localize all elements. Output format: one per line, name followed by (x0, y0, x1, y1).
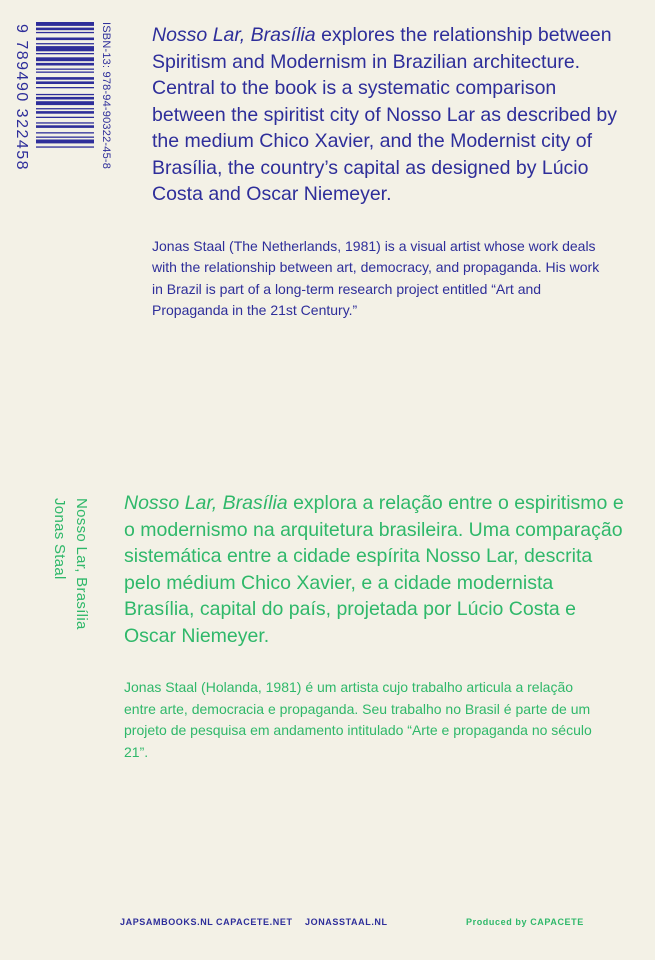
barcode-bar (36, 77, 94, 80)
barcode-bar (36, 101, 94, 105)
barcode-bar (36, 46, 94, 51)
barcode-bar (36, 28, 94, 31)
footer-credit: Produced by CAPACETE (466, 917, 584, 927)
barcode-bar (36, 122, 94, 123)
barcode-bar (36, 53, 94, 54)
isbn-label: ISBN-13: 978-94-90322-45-8 (100, 22, 112, 170)
english-book-title: Nosso Lar, Brasília (152, 24, 316, 46)
footer-link-capacete[interactable]: CAPACETE.NET (216, 917, 293, 927)
barcode-bar (36, 146, 94, 147)
barcode-bar (36, 43, 94, 44)
spine-title: Nosso Lar, Brasília (73, 498, 90, 630)
barcode-bar (36, 57, 94, 61)
barcode-bar (36, 72, 94, 73)
english-blurb-body: explores the relationship between Spiritism and Modernism in Brazilian architecture. Central to the book is a systematic comparison between the spiritist city of Nosso Lar as described by the medium Chico Xavier, and the Modernist city of Brasília, the country’s capital as designed by Lúcio Costa and Oscar Niemeyer. (152, 24, 617, 205)
barcode-bar (36, 32, 94, 33)
barcode-bar (36, 87, 94, 88)
barcode-bar (36, 117, 94, 118)
english-description (152, 22, 622, 322)
portuguese-blurb-body: explora a relação entre o espiritismo e o modernismo na arquitetura brasileira. Uma comparação sistemática entre a cidade espírita Nosso Lar, descrita pelo médium Chico Xavier, e a cidade modernista Brasília, capital do país, projetada por Lúcio Costa e Oscar Niemeyer. (124, 492, 624, 647)
barcode-bar (36, 94, 94, 95)
portuguese-description (124, 490, 624, 763)
english-blurb (152, 22, 622, 208)
barcode-bars (36, 22, 94, 222)
barcode-digits: 9 789490 322458 (13, 24, 30, 172)
barcode-bar (36, 108, 94, 109)
barcode-bar (36, 97, 94, 100)
barcode-bar (36, 38, 94, 41)
footer-link-jonasstaal[interactable]: JONASSTAAL.NL (305, 917, 388, 927)
portuguese-blurb (124, 490, 624, 649)
portuguese-author-bio: Jonas Staal (Holanda, 1981) é um artista cujo trabalho articula a relação entre arte, democracia e propaganda. Seu trabalho no Brasil é parte de um projeto de pesquisa em andamento intitulado “Arte e propaganda no século 21”. (124, 679, 592, 760)
barcode-bar (36, 81, 94, 84)
barcode-bar (36, 137, 94, 138)
footer-link-japsambooks[interactable]: JAPSAMBOOKS.NL (120, 917, 214, 927)
barcode-bar (36, 132, 94, 133)
barcode-bar (36, 125, 94, 128)
portuguese-book-title: Nosso Lar, Brasília (124, 492, 288, 514)
barcode-bar (36, 22, 94, 26)
barcode (8, 22, 116, 222)
spine-author: Jonas Staal (51, 498, 68, 580)
barcode-bar (36, 69, 94, 70)
barcode-bar (36, 140, 94, 144)
barcode-bar (36, 63, 94, 66)
footer (0, 917, 655, 933)
barcode-bar (36, 111, 94, 114)
english-author-bio: Jonas Staal (The Netherlands, 1981) is a visual artist whose work deals with the relationship between art, democracy, and propaganda. His work in Brazil is part of a long-term research project entitled “Art and Propaganda in the 21st Century.” (152, 237, 600, 318)
